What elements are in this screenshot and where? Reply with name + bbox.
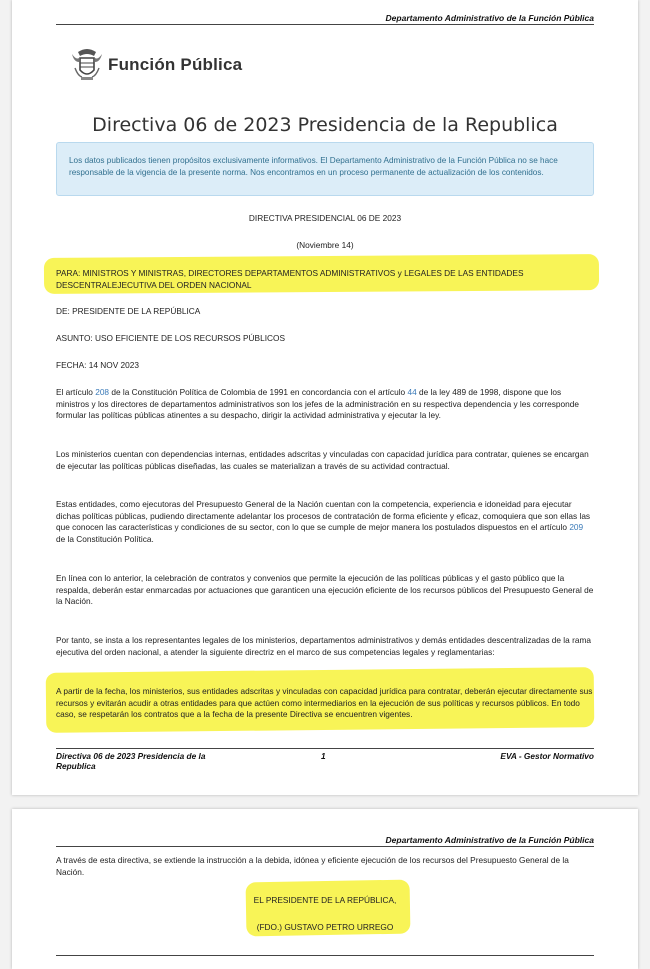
- signature-title: EL PRESIDENTE DE LA REPÚBLICA,: [253, 895, 397, 905]
- para-recipients: PARA: MINISTROS Y MINISTRAS, DIRECTORES DEPARTAMENTOS ADMINISTRATIVOS y LEGALES DE LAS ENTIDADES DESCENTRALEJECUTIVA DEL ORDEN NACIONAL: [56, 268, 524, 290]
- bottom-divider: [56, 955, 594, 956]
- subject-line: ASUNTO: USO EFICIENTE DE LOS RECURSOS PÚBLICOS: [56, 333, 285, 343]
- directive-heading: DIRECTIVA PRESIDENCIAL 06 DE 2023: [248, 213, 402, 223]
- article-209-link[interactable]: 209: [569, 522, 584, 532]
- directive-date: (Noviembre 14): [296, 240, 354, 250]
- paragraph-2: Los ministerios cuentan con dependencias internas, entidades adscritas y vinculadas con capacidad jurídica para contratar, quienes se encargan de ejecutar las políticas públicas diseñadas, las cuales se materializan a través de su actividad contractual.: [56, 449, 589, 471]
- paragraph-5: Por tanto, se insta a los representantes legales de los ministerios, departamentos administrativos y demás entidades descentralizadas de la rama ejecutiva del orden nacional, a atender la siguiente directriz en el marco de sus competencias legales y reglamentarias:: [56, 635, 591, 657]
- page-header: Departamento Administrativo de la Función Pública: [385, 13, 594, 23]
- footer-source: EVA - Gestor Normativo: [500, 751, 594, 761]
- disclaimer-notice: Los datos publicados tienen propósitos exclusivamente informativos. El Departamento Administrativo de la Función Pública no se hace responsable de la vigencia de la presente norma. Nos encontramos en un proceso permanente de actualización de los contenidos.: [56, 142, 594, 196]
- page-number: 1: [321, 751, 326, 761]
- date-line: FECHA: 14 NOV 2023: [56, 360, 140, 370]
- header-divider: [56, 846, 594, 847]
- paragraph-6-directive: A partir de la fecha, los ministerios, sus entidades adscritas y vinculadas con capacidad jurídica para contratar, deberán ejecutar directamente sus recursos y evitarán acudir a otras entidades para que actúen como intermediarios en la ejecución de sus políticas y recursos públicos. En todo caso, se respetarán los contratos que a la fecha de la presente Directiva se encuentren vigentes.: [56, 686, 593, 719]
- document-page-1: [12, 0, 638, 795]
- footer-title: Directiva 06 de 2023 Presidencia de la Republica: [56, 751, 206, 771]
- coat-of-arms-icon: [70, 46, 104, 84]
- text-span: El artículo: [56, 387, 96, 397]
- text-span: Estas entidades, como ejecutoras del Presupuesto General de la Nación cuentan con la competencia, experiencia e idoneidad para ejecutar dichas políticas públicas, pudiendo directamente adelantar los procesos de contratación de forma eficiente y eficaz, comoquiera que son ellas las que conocen las características y condiciones de su sector, con lo que se cumple de mejor manera los postulados dispuestos en el artículo: [56, 499, 591, 532]
- text-span: de la ley 489 de 1998, dispone que los ministros y los directores de departamentos administrativos son los jefes de la administración en su respectiva dependencia y les corresponde formular las políticas públicas atinentes a su despacho, dirigir la actividad administrativa y ejecutar la ley.: [56, 387, 579, 420]
- header-divider: [56, 24, 594, 25]
- from-line: DE: PRESIDENTE DE LA REPÚBLICA: [56, 306, 201, 316]
- paragraph-4: En línea con lo anterior, la celebración de contratos y convenios que permite la ejecución de las políticas públicas y el gasto público que la respalda, deberán estar enmarcadas por actuaciones que garanticen una ejecución eficiente de los recursos públicos del Presupuesto General de la Nación.: [56, 573, 594, 606]
- paragraph-1: A través de esta directiva, se extiende la instrucción a la debida, idónea y eficiente ejecución de los recursos del Presupuesto General de la Nación.: [56, 855, 569, 877]
- text-span: de la Constitución Política.: [56, 533, 154, 544]
- paragraph-1: [56, 387, 594, 422]
- page-header: Departamento Administrativo de la Función Pública: [385, 835, 594, 845]
- document-page-2: [12, 809, 638, 969]
- footer-divider: [56, 748, 594, 749]
- article-44-link[interactable]: 44: [407, 387, 417, 397]
- logo-text: Función Pública: [108, 55, 243, 74]
- signature-name: (FDO.) GUSTAVO PETRO URREGO: [256, 922, 394, 932]
- text-span: de la Constitución Política de Colombia de 1991 en concordancia con el artículo: [109, 387, 408, 397]
- document-title: Directiva 06 de 2023 Presidencia de la Republica: [92, 114, 558, 136]
- article-208-link[interactable]: 208: [95, 387, 110, 397]
- funcion-publica-logo: [70, 46, 242, 84]
- paragraph-3: [56, 499, 594, 545]
